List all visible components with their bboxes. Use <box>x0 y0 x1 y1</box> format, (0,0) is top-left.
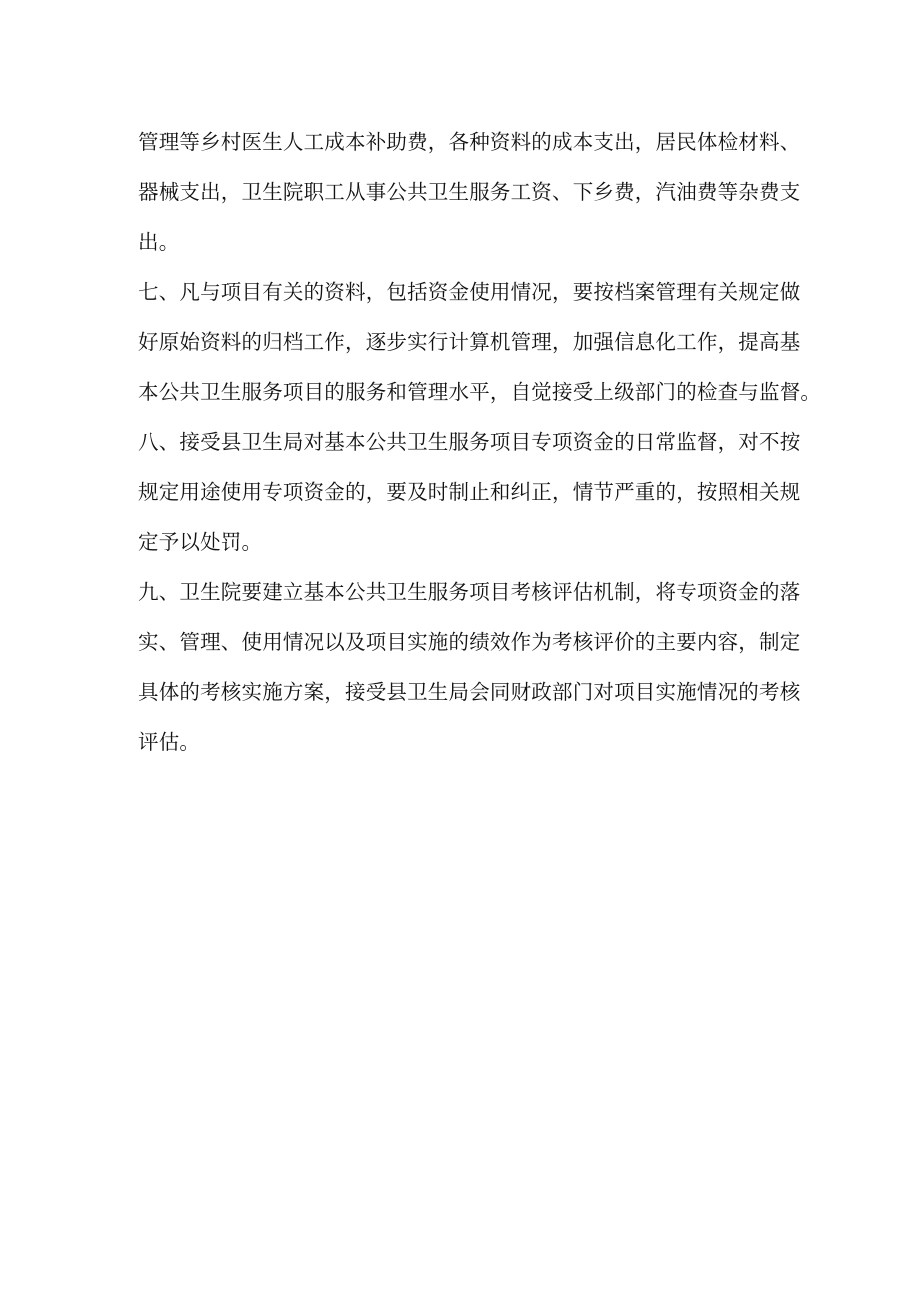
text-line: 器械支出，卫生院职工从事公共卫生服务工资、下乡费，汽油费等杂费支 <box>138 180 801 204</box>
text-line: 本公共卫生服务项目的服务和管理水平，自觉接受上级部门的检查与监督。 <box>138 380 822 404</box>
text-line: 实、管理、使用情况以及项目实施的绩效作为考核评价的主要内容，制定 <box>138 630 801 654</box>
text-line: 七、凡与项目有关的资料，包括资金使用情况，要按档案管理有关规定做 <box>138 280 801 304</box>
text-line: 九、卫生院要建立基本公共卫生服务项目考核评估机制，将专项资金的落 <box>138 580 801 604</box>
text-line: 规定用途使用专项资金的，要及时制止和纠正，情节严重的，按照相关规 <box>138 480 801 504</box>
paragraph-item-8 <box>138 422 801 572</box>
text-line: 好原始资料的归档工作，逐步实行计算机管理，加强信息化工作，提高基 <box>138 330 801 354</box>
paragraph-continuation <box>138 122 801 272</box>
text-line: 具体的考核实施方案，接受县卫生局会同财政部门对项目实施情况的考核 <box>138 680 801 704</box>
text-line: 八、接受县卫生局对基本公共卫生服务项目专项资金的日常监督，对不按 <box>138 430 801 454</box>
text-line: 评估。 <box>138 730 201 754</box>
paragraph-item-9 <box>138 572 801 772</box>
document-body <box>138 122 822 772</box>
paragraph-item-7 <box>138 272 822 422</box>
text-line: 管理等乡村医生人工成本补助费，各种资料的成本支出，居民体检材料、 <box>138 130 801 154</box>
text-line: 出。 <box>138 230 180 254</box>
text-line: 定予以处罚。 <box>138 530 263 554</box>
